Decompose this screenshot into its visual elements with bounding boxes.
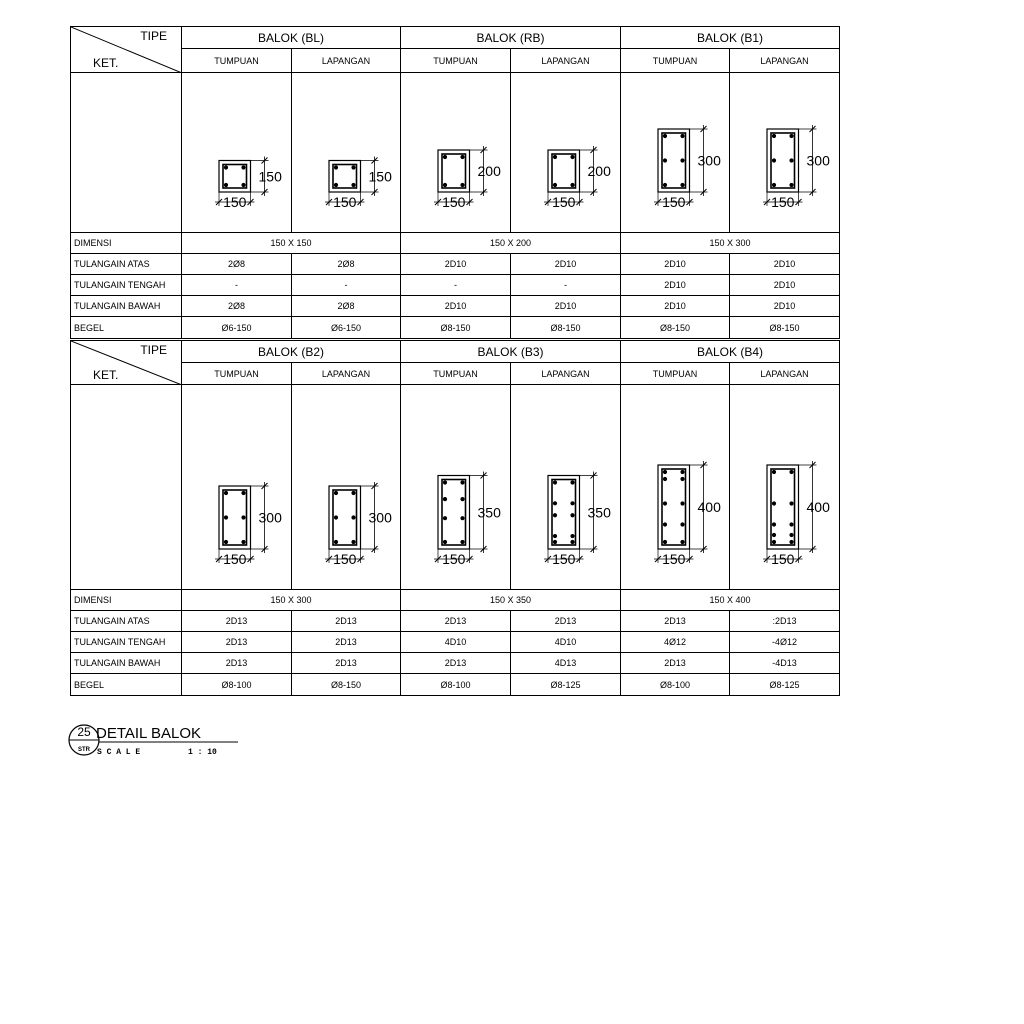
- beam-section-drawing: [401, 74, 509, 232]
- begel-value: Ø8-150: [730, 317, 840, 339]
- rebar-dot: [224, 539, 228, 543]
- begel-value: Ø8-150: [401, 317, 511, 339]
- rebar-dot: [772, 532, 776, 536]
- bawah-value: 2D13: [401, 653, 511, 674]
- rebar-dot: [460, 182, 464, 186]
- rebar-dot: [443, 516, 447, 520]
- rebar-dot: [772, 182, 776, 186]
- tipe-label: TIPE: [140, 343, 167, 357]
- tengah-label: TULANGAIN TENGAH: [71, 275, 182, 296]
- beam-schedule-table-2: [70, 340, 840, 696]
- rebar-dot: [443, 154, 447, 158]
- beam-type-name: BALOK (B3): [401, 341, 621, 363]
- rebar-dot: [334, 515, 338, 519]
- rebar-dot: [224, 182, 228, 186]
- tumpuan-label: TUMPUAN: [182, 49, 292, 73]
- rebar-dot: [680, 539, 684, 543]
- begel-row: [71, 317, 840, 339]
- rebar-dot: [460, 539, 464, 543]
- rebar-dot: [789, 158, 793, 162]
- section-height-label: 200: [477, 162, 501, 179]
- rebar-dot: [553, 154, 557, 158]
- section-width-label: 150: [223, 550, 247, 567]
- rebar-dot: [443, 182, 447, 186]
- section-height-label: 400: [806, 498, 830, 515]
- section-width-label: 150: [662, 193, 686, 210]
- rebar-dot: [789, 182, 793, 186]
- tengah-value: -: [511, 275, 621, 296]
- tengah-value: 4Ø12: [621, 632, 730, 653]
- tengah-row: [71, 632, 840, 653]
- tengah-value: 4D10: [511, 632, 621, 653]
- section-drawing-cell: [401, 385, 511, 590]
- lapangan-label: LAPANGAN: [292, 363, 401, 385]
- dimensi-value: 150 X 300: [621, 233, 840, 254]
- beam-section-drawing: [511, 74, 619, 232]
- rebar-dot: [553, 480, 557, 484]
- rebar-dot: [241, 539, 245, 543]
- begel-value: Ø8-100: [401, 674, 511, 696]
- rebar-dot: [334, 490, 338, 494]
- rebar-dot: [680, 501, 684, 505]
- bawah-value: 2D13: [182, 653, 292, 674]
- rebar-dot: [351, 539, 355, 543]
- rebar-dot: [570, 539, 574, 543]
- stirrup-outline: [552, 154, 576, 188]
- rebar-dot: [789, 469, 793, 473]
- tumpuan-label: TUMPUAN: [621, 49, 730, 73]
- beam-section-drawing: [292, 386, 399, 589]
- rebar-dot: [351, 490, 355, 494]
- section-width-label: 150: [552, 550, 576, 567]
- rebar-dot: [663, 158, 667, 162]
- tumpuan-label: TUMPUAN: [621, 363, 730, 385]
- tipe-label: TIPE: [140, 29, 167, 43]
- rebar-dot: [772, 539, 776, 543]
- section-height-label: 350: [587, 503, 611, 520]
- atas-value: 2D10: [401, 254, 511, 275]
- rebar-dot: [680, 158, 684, 162]
- atas-row: [71, 254, 840, 275]
- sheet-code: STR: [78, 747, 90, 753]
- atas-value: 2D13: [621, 611, 730, 632]
- section-height-label: 350: [477, 503, 501, 520]
- empty-label-cell: [71, 73, 182, 233]
- rebar-dot: [680, 182, 684, 186]
- bawah-value: 2D13: [621, 653, 730, 674]
- atas-value: 2Ø8: [182, 254, 292, 275]
- atas-label: TULANGAIN ATAS: [71, 611, 182, 632]
- bawah-value: 2D10: [730, 296, 840, 317]
- rebar-dot: [680, 133, 684, 137]
- rebar-dot: [351, 515, 355, 519]
- section-drawing-cell: [182, 385, 292, 590]
- beam-section-drawing: [730, 386, 838, 589]
- rebar-dot: [789, 532, 793, 536]
- section-height-label: 400: [697, 498, 721, 515]
- begel-value: Ø8-150: [511, 317, 621, 339]
- section-height-label: 300: [697, 152, 721, 168]
- group-header-row: [71, 341, 840, 363]
- atas-value: 2D13: [401, 611, 511, 632]
- beam-type-name: BALOK (B4): [621, 341, 840, 363]
- tengah-value: -: [401, 275, 511, 296]
- section-drawing-row: [71, 385, 840, 590]
- tengah-value: 2D10: [730, 275, 840, 296]
- atas-value: 2D10: [511, 254, 621, 275]
- atas-value: 2Ø8: [292, 254, 401, 275]
- rebar-dot: [553, 533, 557, 537]
- rebar-dot: [570, 182, 574, 186]
- atas-value: 2D13: [511, 611, 621, 632]
- dimensi-row: [71, 590, 840, 611]
- section-drawing-cell: [730, 385, 840, 590]
- rebar-dot: [460, 480, 464, 484]
- rebar-dot: [443, 480, 447, 484]
- detail-number: 25: [77, 725, 91, 739]
- rebar-dot: [663, 501, 667, 505]
- begel-value: Ø8-150: [621, 317, 730, 339]
- bawah-value: 2D10: [621, 296, 730, 317]
- dimensi-row: [71, 233, 840, 254]
- rebar-dot: [772, 133, 776, 137]
- rebar-dot: [663, 539, 667, 543]
- beam-section-drawing: [182, 74, 290, 232]
- tengah-value: -4Ø12: [730, 632, 840, 653]
- bawah-value: 2Ø8: [292, 296, 401, 317]
- begel-value: Ø8-125: [730, 674, 840, 696]
- dimensi-label: DIMENSI: [71, 233, 182, 254]
- section-width-label: 150: [333, 193, 357, 210]
- section-width-label: 150: [552, 193, 576, 210]
- empty-label-cell: [71, 385, 182, 590]
- dimensi-value: 150 X 300: [182, 590, 401, 611]
- section-height-label: 150: [368, 167, 392, 184]
- title-block: [66, 720, 266, 769]
- tengah-value: 2D13: [182, 632, 292, 653]
- rebar-dot: [334, 165, 338, 169]
- beam-section-drawing: [182, 386, 290, 589]
- bawah-row: [71, 296, 840, 317]
- beam-type-name: BALOK (B2): [182, 341, 401, 363]
- section-width-label: 150: [442, 550, 466, 567]
- tipe-ket-header: [71, 27, 182, 73]
- section-drawing-row: [71, 73, 840, 233]
- scale-label: S C A L E: [97, 748, 141, 757]
- dimensi-value: 150 X 400: [621, 590, 840, 611]
- section-drawing-cell: [401, 73, 511, 233]
- bawah-label: TULANGAIN BAWAH: [71, 296, 182, 317]
- section-height-label: 150: [258, 167, 282, 184]
- rebar-dot: [241, 490, 245, 494]
- bawah-value: 4D13: [511, 653, 621, 674]
- begel-value: Ø8-100: [182, 674, 292, 696]
- rebar-dot: [351, 182, 355, 186]
- tumpuan-label: TUMPUAN: [401, 363, 511, 385]
- begel-label: BEGEL: [71, 317, 182, 339]
- rebar-dot: [553, 182, 557, 186]
- atas-row: [71, 611, 840, 632]
- bawah-row: [71, 653, 840, 674]
- bawah-value: 2Ø8: [182, 296, 292, 317]
- beam-section-drawing: [401, 386, 509, 589]
- rebar-dot: [224, 490, 228, 494]
- beam-type-name: BALOK (RB): [401, 27, 621, 49]
- rebar-dot: [663, 476, 667, 480]
- rebar-dot: [680, 476, 684, 480]
- begel-value: Ø6-150: [182, 317, 292, 339]
- rebar-dot: [772, 501, 776, 505]
- rebar-dot: [553, 501, 557, 505]
- rebar-dot: [224, 165, 228, 169]
- tengah-value: -: [182, 275, 292, 296]
- begel-value: Ø8-125: [511, 674, 621, 696]
- section-width-label: 150: [662, 550, 686, 567]
- group-header-row: [71, 27, 840, 49]
- section-height-label: 300: [368, 509, 392, 525]
- begel-value: Ø8-150: [292, 674, 401, 696]
- rebar-dot: [772, 158, 776, 162]
- section-drawing-cell: [511, 73, 621, 233]
- beam-section-drawing: [730, 74, 838, 232]
- scale-value: 1 : 10: [188, 748, 217, 757]
- atas-value: 2D10: [621, 254, 730, 275]
- section-drawing-cell: [292, 73, 401, 233]
- rebar-dot: [789, 133, 793, 137]
- rebar-dot: [553, 539, 557, 543]
- rebar-dot: [570, 533, 574, 537]
- rebar-dot: [460, 154, 464, 158]
- sub-header-row: [71, 363, 840, 385]
- bawah-value: 2D13: [292, 653, 401, 674]
- begel-label: BEGEL: [71, 674, 182, 696]
- rebar-dot: [570, 154, 574, 158]
- beam-section-drawing: [621, 386, 728, 589]
- section-drawing-cell: [292, 385, 401, 590]
- rebar-dot: [680, 522, 684, 526]
- rebar-dot: [663, 522, 667, 526]
- rebar-dot: [460, 516, 464, 520]
- lapangan-label: LAPANGAN: [730, 49, 840, 73]
- beam-section-drawing: [511, 386, 619, 589]
- section-drawing-cell: [511, 385, 621, 590]
- section-height-label: 200: [587, 162, 611, 179]
- atas-label: TULANGAIN ATAS: [71, 254, 182, 275]
- title-block-graphic: [66, 720, 266, 764]
- section-height-label: 300: [258, 509, 282, 525]
- rebar-dot: [553, 513, 557, 517]
- section-width-label: 150: [333, 550, 357, 567]
- atas-value: 2D10: [730, 254, 840, 275]
- tengah-value: -: [292, 275, 401, 296]
- lapangan-label: LAPANGAN: [292, 49, 401, 73]
- rebar-dot: [663, 182, 667, 186]
- rebar-dot: [789, 539, 793, 543]
- tengah-value: 4D10: [401, 632, 511, 653]
- section-drawing-cell: [182, 73, 292, 233]
- section-width-label: 150: [771, 193, 795, 210]
- rebar-dot: [460, 497, 464, 501]
- dimensi-value: 150 X 150: [182, 233, 401, 254]
- lapangan-label: LAPANGAN: [511, 49, 621, 73]
- tengah-value: 2D10: [621, 275, 730, 296]
- rebar-dot: [789, 522, 793, 526]
- detail-title: DETAIL BALOK: [96, 725, 202, 742]
- bawah-value: 2D10: [401, 296, 511, 317]
- begel-value: Ø6-150: [292, 317, 401, 339]
- beam-type-name: BALOK (BL): [182, 27, 401, 49]
- beam-section-drawing: [621, 74, 728, 232]
- rebar-dot: [241, 165, 245, 169]
- dimensi-value: 150 X 200: [401, 233, 621, 254]
- stirrup-outline: [442, 479, 466, 545]
- tumpuan-label: TUMPUAN: [401, 49, 511, 73]
- atas-value: :2D13: [730, 611, 840, 632]
- rebar-dot: [772, 469, 776, 473]
- section-drawing-cell: [730, 73, 840, 233]
- lapangan-label: LAPANGAN: [511, 363, 621, 385]
- rebar-dot: [443, 497, 447, 501]
- ket-label: KET.: [93, 368, 119, 382]
- dimensi-label: DIMENSI: [71, 590, 182, 611]
- section-drawing-cell: [621, 385, 730, 590]
- section-width-label: 150: [223, 193, 247, 210]
- section-width-label: 150: [771, 550, 795, 567]
- tengah-value: 2D13: [292, 632, 401, 653]
- atas-value: 2D13: [292, 611, 401, 632]
- rebar-dot: [789, 501, 793, 505]
- rebar-dot: [663, 133, 667, 137]
- beam-schedule-table-1: [70, 26, 840, 339]
- sub-header-row: [71, 49, 840, 73]
- rebar-dot: [334, 539, 338, 543]
- beam-type-name: BALOK (B1): [621, 27, 840, 49]
- rebar-dot: [334, 182, 338, 186]
- rebar-dot: [241, 515, 245, 519]
- section-drawing-cell: [621, 73, 730, 233]
- section-height-label: 300: [806, 152, 830, 168]
- tipe-ket-header: [71, 341, 182, 385]
- rebar-dot: [224, 515, 228, 519]
- atas-value: 2D13: [182, 611, 292, 632]
- bawah-value: -4D13: [730, 653, 840, 674]
- rebar-dot: [570, 480, 574, 484]
- stirrup-outline: [442, 154, 466, 188]
- rebar-dot: [663, 469, 667, 473]
- tengah-label: TULANGAIN TENGAH: [71, 632, 182, 653]
- beam-section-drawing: [292, 74, 399, 232]
- tumpuan-label: TUMPUAN: [182, 363, 292, 385]
- rebar-dot: [772, 522, 776, 526]
- begel-row: [71, 674, 840, 696]
- ket-label: KET.: [93, 56, 119, 70]
- section-width-label: 150: [442, 193, 466, 210]
- begel-value: Ø8-100: [621, 674, 730, 696]
- bawah-label: TULANGAIN BAWAH: [71, 653, 182, 674]
- bawah-value: 2D10: [511, 296, 621, 317]
- tengah-row: [71, 275, 840, 296]
- lapangan-label: LAPANGAN: [730, 363, 840, 385]
- rebar-dot: [570, 513, 574, 517]
- rebar-dot: [351, 165, 355, 169]
- rebar-dot: [570, 501, 574, 505]
- dimensi-value: 150 X 350: [401, 590, 621, 611]
- rebar-dot: [680, 469, 684, 473]
- rebar-dot: [241, 182, 245, 186]
- rebar-dot: [443, 539, 447, 543]
